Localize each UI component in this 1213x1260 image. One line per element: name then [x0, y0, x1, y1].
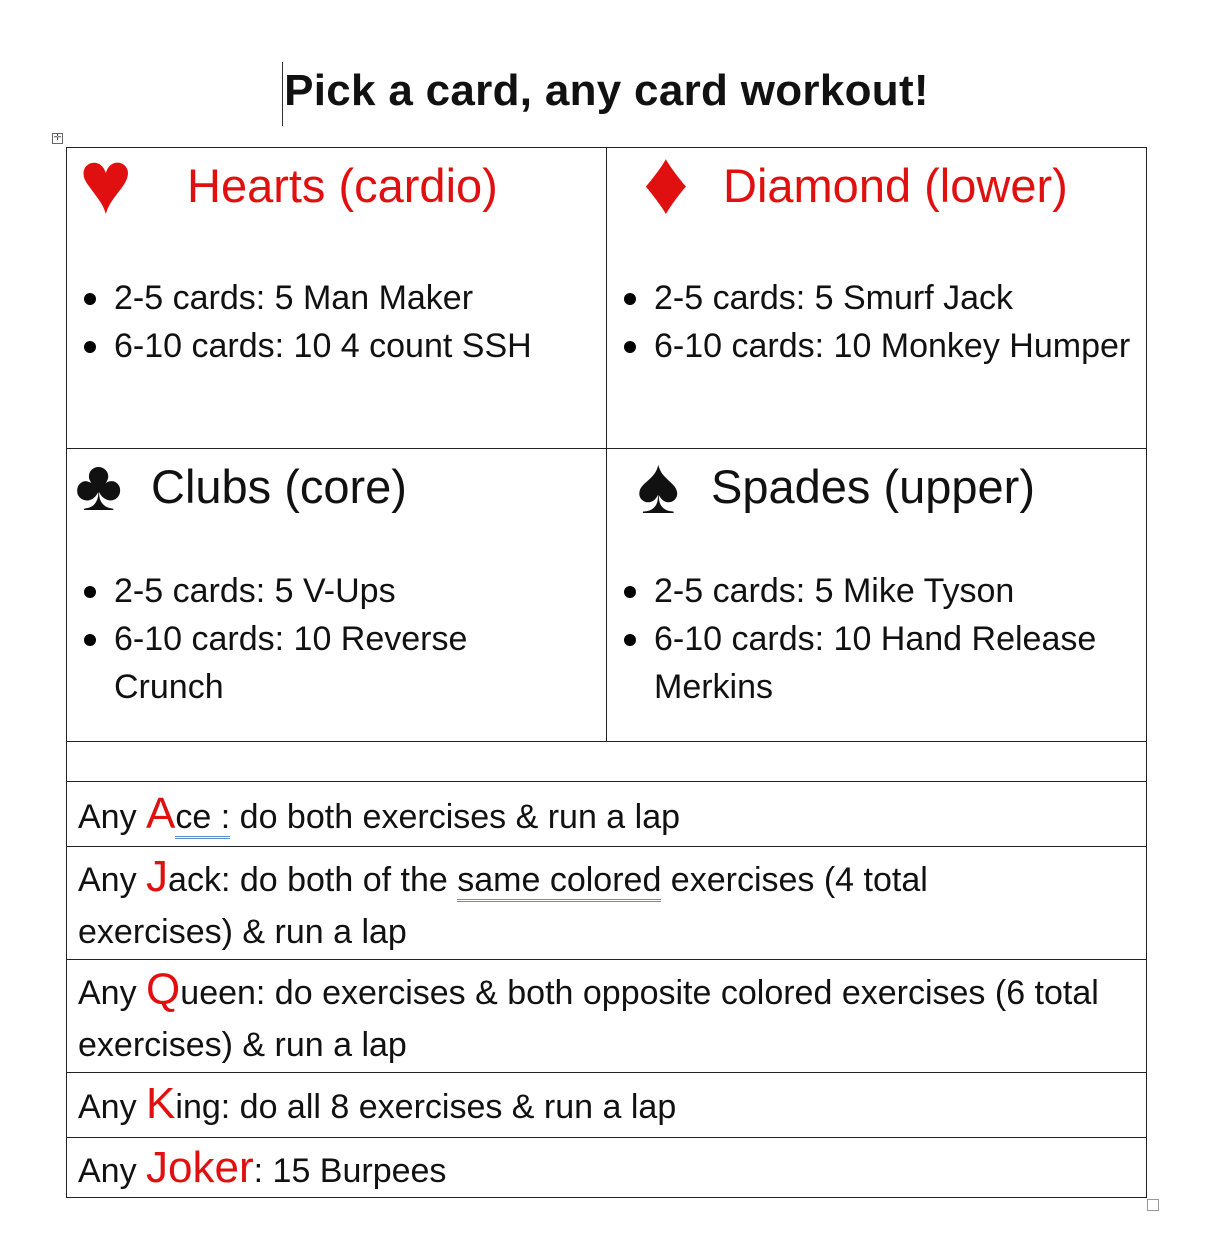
list-item: 2-5 cards: 5 Man Maker	[67, 274, 606, 322]
spades-heading: Spades (upper)	[711, 459, 1035, 513]
diamond-list	[607, 274, 1146, 370]
diamond-cell	[607, 133, 1147, 449]
list-item: 2-5 cards: 5 Smurf Jack	[607, 274, 1146, 322]
empty-row	[67, 742, 1147, 782]
diamond-icon: ♦	[643, 133, 689, 233]
table-resize-handle[interactable]	[1147, 1199, 1159, 1211]
king-rest: ing: do all 8 exercises & run a lap	[175, 1088, 677, 1126]
rule-prefix: Any	[78, 1088, 147, 1126]
clubs-heading: Clubs (core)	[151, 459, 407, 513]
spades-cell	[607, 441, 1147, 742]
list-item: 6-10 cards: 10 Reverse Crunch	[67, 615, 504, 711]
jack-rest-b: exercises (4 total exercises) & run a lap	[78, 861, 928, 951]
ace-rule	[67, 782, 1147, 847]
list-item: 6-10 cards: 10 4 count SSH	[67, 322, 606, 370]
joker-word: Joker	[146, 1143, 254, 1192]
clubs-cell	[67, 446, 607, 742]
queen-rest: ueen: do exercises & both opposite colored exercises (6 total exercises) & run a lap	[78, 974, 1099, 1064]
workout-table	[66, 133, 1147, 1198]
rule-prefix: Any	[78, 861, 147, 899]
jack-underlined: same colored	[457, 861, 661, 902]
king-letter: K	[146, 1079, 176, 1128]
joker-rule	[67, 1138, 1147, 1198]
jack-rest-a: ack: do both of the	[168, 861, 458, 899]
hearts-heading: Hearts (cardio)	[187, 158, 498, 212]
spade-icon: ♠	[637, 441, 680, 530]
rule-prefix: Any	[78, 798, 147, 836]
clubs-list	[67, 567, 606, 711]
heart-icon: ♥	[79, 133, 133, 233]
ace-letter: A	[146, 789, 176, 838]
spades-list	[607, 567, 1146, 711]
table-move-handle-icon[interactable]: ✛	[53, 133, 62, 143]
king-rule	[67, 1073, 1147, 1138]
joker-rest: : 15 Burpees	[253, 1152, 447, 1190]
rule-prefix: Any	[78, 974, 147, 1012]
jack-letter: J	[146, 852, 169, 901]
jack-rule	[67, 847, 1147, 960]
ace-rest: do both exercises & run a lap	[230, 798, 681, 836]
list-item: 6-10 cards: 10 Hand Release Merkins	[607, 615, 1146, 711]
ace-rest-underlined: ce :	[175, 798, 230, 839]
list-item: 6-10 cards: 10 Monkey Humper	[607, 322, 1146, 370]
list-item: 2-5 cards: 5 Mike Tyson	[607, 567, 1146, 615]
list-item: 2-5 cards: 5 V-Ups	[67, 567, 606, 615]
page-title: Pick a card, any card workout!	[284, 66, 929, 115]
hearts-list	[67, 274, 606, 370]
hearts-cell	[67, 133, 607, 449]
queen-letter: Q	[146, 965, 181, 1014]
queen-rule	[67, 960, 1147, 1073]
rule-prefix: Any	[78, 1152, 147, 1190]
diamond-heading: Diamond (lower)	[723, 158, 1068, 212]
club-icon: ♣	[75, 446, 123, 526]
